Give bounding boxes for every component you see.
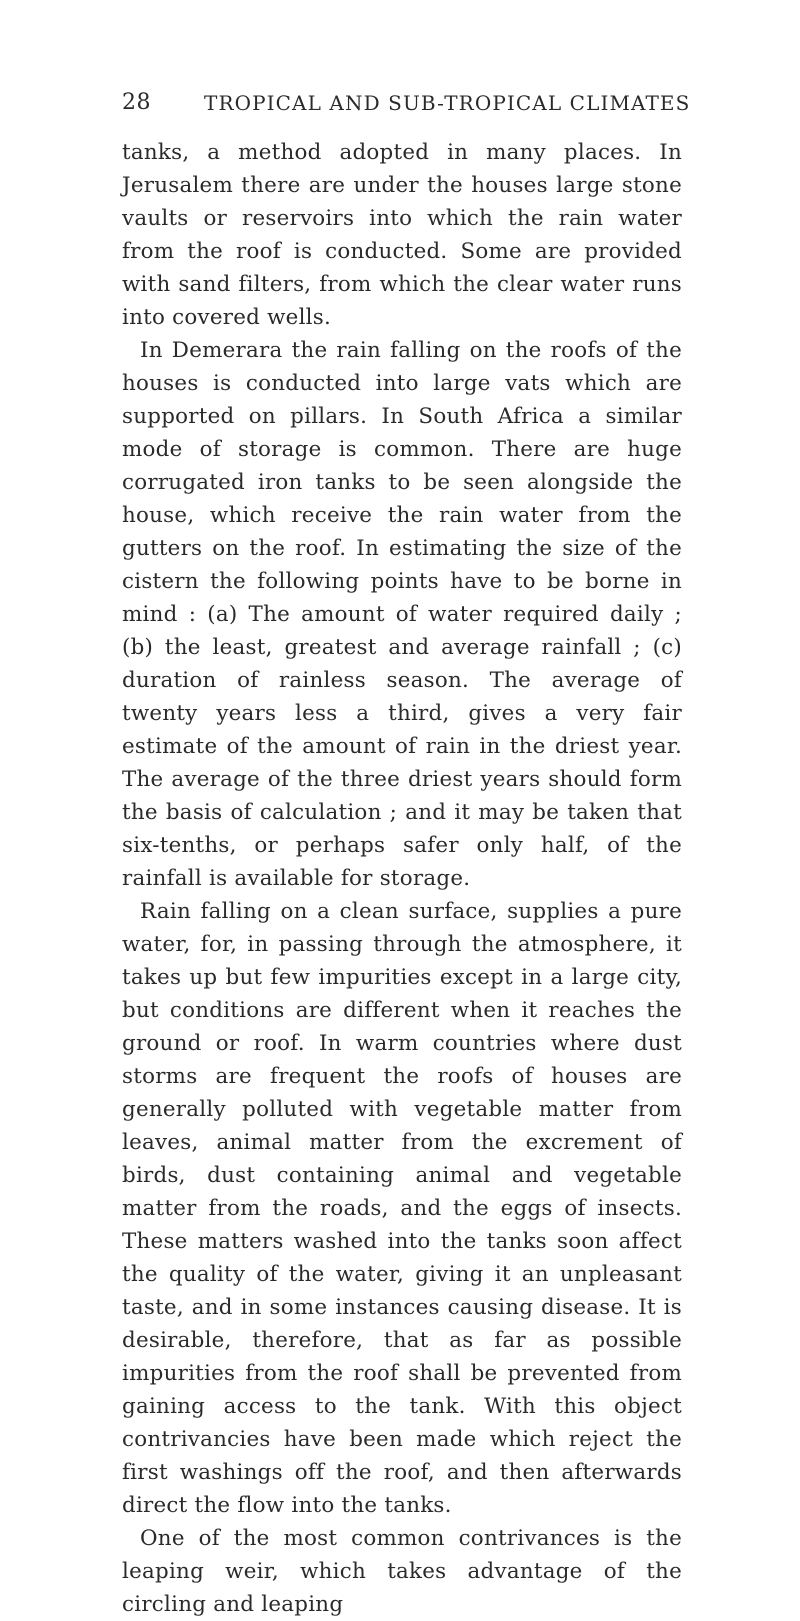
running-title: TROPICAL AND SUB-TROPICAL CLIMATES (204, 91, 691, 115)
paragraph-demerara: In Demerara the rain falling on the roofs of the houses is conducted into large vats which are supported on pillars. In South Africa a similar mode of storage is common. There are huge corrugated iron tanks to be seen alongside the house, which receive the rain water from the gutters on the roof. In estimating the size of the cistern the following points have to be borne in mind : (a) The amount of water required daily ; (b) the least, greatest and average rainfall ; (c) duration of rainless season. The average of twenty years less a third, gives a very fair estimate of the amount of rain in the driest year. The average of the three driest years should form the basis of calculation ; and it may be taken that six-tenths, or perhaps safer only half, of the rainfall is available for storage. (122, 338, 682, 891)
body-text (122, 136, 682, 1621)
paragraph-rain-impurities: Rain falling on a clean surface, supplies a pure water, for, in passing through the atmosphere, it takes up but few impurities except in a large city, but conditions are different when it reaches the ground or roof. In warm countries where dust storms are frequent the roofs of houses are generally polluted with vegetable matter from leaves, animal matter from the excrement of birds, dust containing animal and vegetable matter from the roads, and the eggs of insects. These matters washed into the tanks soon affect the quality of the water, giving it an unpleasant taste, and in some instances causing disease. It is desirable, therefore, that as far as possible impurities from the roof shall be prevented from gaining access to the tank. With this object contrivancies have been made which reject the first washings off the roof, and then afterwards direct the flow into the tanks. (122, 899, 682, 1518)
running-header (0, 88, 800, 124)
page-number: 28 (122, 90, 151, 115)
paragraph-leaping-weir: One of the most common contrivances is the leaping weir, which takes advantage of the circling and leaping (122, 1526, 682, 1617)
paragraph-continuation: tanks, a method adopted in many places. In Jerusalem there are under the houses large stone vaults or reservoirs into which the rain water from the roof is conducted. Some are provided with sand filters, from which the clear water runs into covered wells. (122, 140, 682, 330)
